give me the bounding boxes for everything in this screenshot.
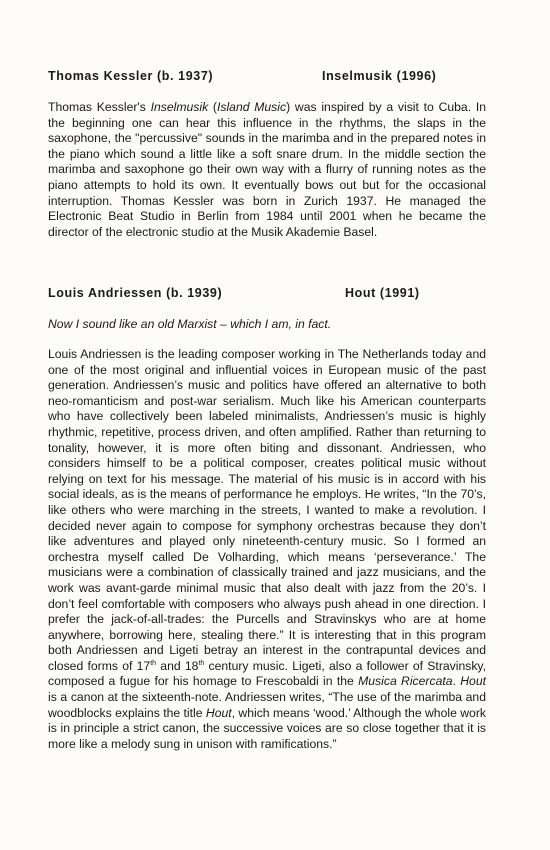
- text-run: Thomas Kessler's: [48, 100, 151, 114]
- andriessen-paragraph: [48, 347, 486, 752]
- work-title: Inselmusik (1996): [322, 69, 437, 83]
- text-run: century music. Ligeti, also a follower of Stravinsky, composed a fugue for his homage to Frescobaldi in the: [48, 658, 487, 689]
- superscript-run: th: [198, 659, 205, 667]
- italic-run: Hout: [460, 674, 486, 689]
- text-run: ) was inspired by a visit to Cuba. In the beginning one can hear this influence in the rhythms, the slaps in the saxophone, the "percussive" sounds in the marimba and in the prepared notes in the piano which sound a little like a soft snare drum. In the middle section the marimba and saxophone go their own way with a flurry of running notes as the piano attempts to hold its own. It eventually bows out but for the occasional interruption. Thomas Kessler was born in Zurich 1937. He managed the Electronic Beat Studio in Berlin from 1984 until 2001 when he became the director of the electronic studio at the Musik Akademie Basel.: [48, 100, 486, 239]
- italic-run: Inselmusik: [150, 100, 209, 114]
- composer-name: Louis Andriessen (b. 1939): [48, 286, 223, 300]
- andriessen-heading: [48, 286, 488, 300]
- text-run: , which means ‘wood.’ Although the whole work is in principle a strict canon, the successive voices are so close together that it is more like a melody sung in unison with ramifications.”: [48, 705, 486, 751]
- kessler-heading: [48, 69, 488, 83]
- work-title: Hout (1991): [345, 286, 420, 300]
- text-run: and 18: [156, 658, 199, 673]
- kessler-paragraph: [48, 100, 486, 240]
- text-run: (: [208, 100, 217, 114]
- text-run: Louis Andriessen is the leading composer working in The Netherlands today and one of the most original and influential voices in European music of the past generation. Andriessen’s music and politics have offered an alternative to both neo-romanticism and post-war serialism. Much like his American counterparts who have collectively been labeled minimalists, Andriessen’s music is highly rhythmic, repetitive, process driven, and often amplified. Rather than returning to tonality, however, it is more often biting and dissonant. Andriessen, who considers himself to be a political composer, creates political music without relying on text for his message. The material of his music is in accord with his social ideals, as is the means of performance he employs. He writes, “In the 70’s, like others who were marching in the streets, I wanted to make a revolution. I decided never again to compose for symphony orchestras because they don’t like adventures and played only nineteenth-century music. So I formed an orchestra myself called De Volharding, which means ‘perseverance.’ The musicians were a combination of classically trained and jazz musicians, and the work was avant-garde minimal music that also dealt with jazz from the 20’s. I don’t feel comfortable with composers who always push ahead in one direction. I prefer the jack-of-all-trades: the Purcells and Stravinskys who are at home anywhere, borrowing here, stealing there.” It is interesting that in this program both Andriessen and Ligeti betray an interest in the contrapuntal devices and closed forms of 17: [48, 347, 486, 673]
- superscript-run: th: [150, 659, 157, 667]
- text-run: .: [452, 674, 461, 689]
- andriessen-quote: Now I sound like an old Marxist – which I am, in fact.: [48, 317, 332, 331]
- composer-name: Thomas Kessler (b. 1937): [48, 69, 214, 83]
- text-run: is a canon at the sixteenth-note. Andriessen writes, “The use of the marimba and woodblocks explains the title: [48, 690, 486, 720]
- italic-run: Island Music: [216, 100, 287, 114]
- italic-run: Musica Ricercata: [358, 674, 453, 689]
- italic-run: Hout: [205, 705, 232, 720]
